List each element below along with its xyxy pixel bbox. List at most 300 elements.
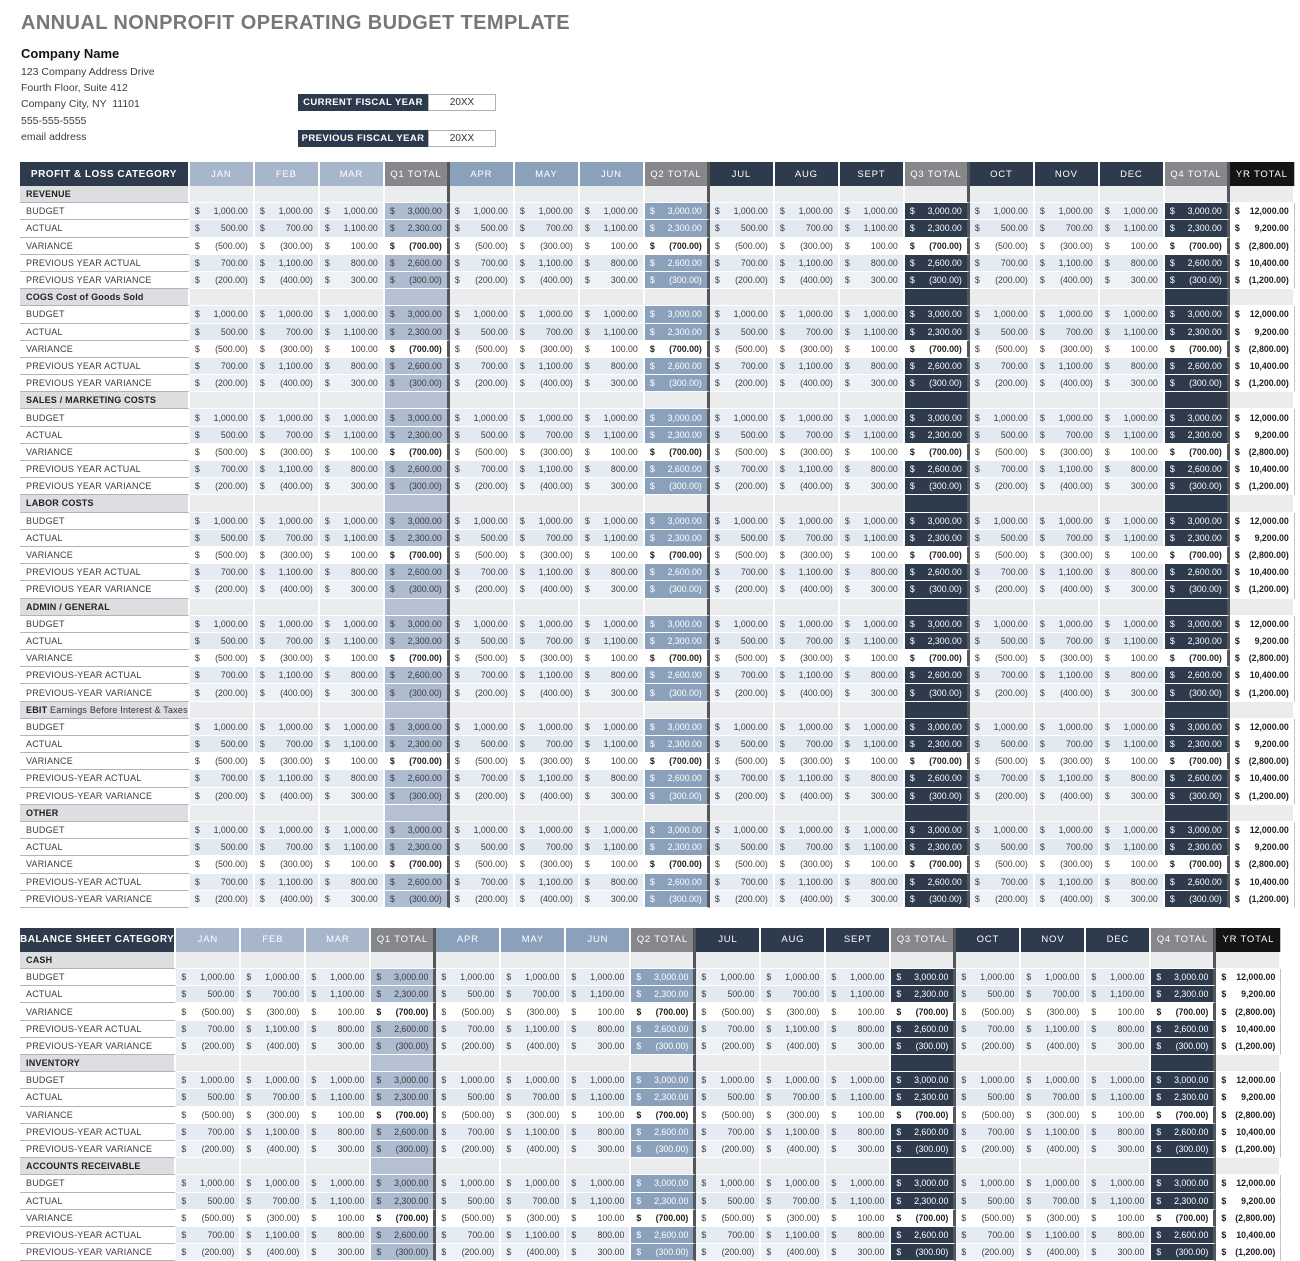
cell[interactable] bbox=[826, 1124, 891, 1141]
cell[interactable] bbox=[1216, 1107, 1281, 1124]
cell[interactable] bbox=[190, 341, 255, 358]
column-header[interactable]: YR TOTAL bbox=[1230, 162, 1295, 186]
cell[interactable] bbox=[515, 633, 580, 650]
cell[interactable] bbox=[1165, 702, 1230, 719]
cell[interactable] bbox=[501, 1072, 566, 1089]
cell[interactable] bbox=[566, 1227, 631, 1244]
cell[interactable] bbox=[710, 891, 775, 908]
cell[interactable] bbox=[970, 427, 1035, 444]
cell[interactable] bbox=[566, 969, 631, 986]
cell[interactable] bbox=[1035, 547, 1100, 564]
cell[interactable] bbox=[190, 788, 255, 805]
cell[interactable] bbox=[255, 392, 320, 409]
cell[interactable] bbox=[450, 719, 515, 736]
cell[interactable] bbox=[320, 719, 385, 736]
cell[interactable] bbox=[891, 1227, 956, 1244]
cell[interactable] bbox=[1165, 788, 1230, 805]
cell[interactable] bbox=[891, 1072, 956, 1089]
cell[interactable] bbox=[190, 770, 255, 787]
cell[interactable] bbox=[371, 1141, 436, 1158]
cell[interactable] bbox=[255, 547, 320, 564]
cell[interactable] bbox=[1165, 633, 1230, 650]
cell[interactable] bbox=[385, 341, 450, 358]
cell[interactable] bbox=[450, 633, 515, 650]
cell[interactable] bbox=[1100, 805, 1165, 822]
cell[interactable] bbox=[645, 306, 710, 323]
cell[interactable] bbox=[580, 891, 645, 908]
cell[interactable] bbox=[775, 444, 840, 461]
cell[interactable] bbox=[320, 616, 385, 633]
cell[interactable] bbox=[580, 770, 645, 787]
section-title-cell[interactable]: OTHER bbox=[20, 805, 190, 822]
cell[interactable] bbox=[450, 547, 515, 564]
cell[interactable] bbox=[761, 1210, 826, 1227]
cell[interactable] bbox=[1165, 375, 1230, 392]
cell[interactable] bbox=[1100, 650, 1165, 667]
cell[interactable] bbox=[306, 952, 371, 969]
column-header[interactable]: DEC bbox=[1100, 162, 1165, 186]
cell[interactable] bbox=[1035, 822, 1100, 839]
cell[interactable] bbox=[710, 581, 775, 598]
cell[interactable] bbox=[450, 220, 515, 237]
cell[interactable] bbox=[255, 427, 320, 444]
cell[interactable] bbox=[1035, 203, 1100, 220]
cell[interactable] bbox=[1100, 667, 1165, 684]
cell[interactable] bbox=[566, 1158, 631, 1175]
cell[interactable] bbox=[956, 1055, 1021, 1072]
cell[interactable] bbox=[176, 1244, 241, 1261]
cell[interactable] bbox=[970, 702, 1035, 719]
cell[interactable] bbox=[1100, 427, 1165, 444]
cell[interactable] bbox=[190, 238, 255, 255]
cell[interactable] bbox=[631, 1003, 696, 1020]
cell[interactable] bbox=[306, 1210, 371, 1227]
cell[interactable] bbox=[385, 203, 450, 220]
cell[interactable] bbox=[176, 1038, 241, 1055]
row-label-cell[interactable]: BUDGET bbox=[20, 616, 190, 633]
cell[interactable] bbox=[905, 667, 970, 684]
cell[interactable] bbox=[891, 1038, 956, 1055]
cell[interactable] bbox=[1165, 495, 1230, 512]
cell[interactable] bbox=[450, 375, 515, 392]
cell[interactable] bbox=[306, 1089, 371, 1106]
cell[interactable] bbox=[1100, 788, 1165, 805]
cell[interactable] bbox=[515, 822, 580, 839]
cell[interactable] bbox=[905, 805, 970, 822]
cell[interactable] bbox=[1035, 839, 1100, 856]
cell[interactable] bbox=[905, 599, 970, 616]
cell[interactable] bbox=[775, 530, 840, 547]
cell[interactable] bbox=[1216, 1158, 1281, 1175]
cell[interactable] bbox=[1230, 324, 1295, 341]
cell[interactable] bbox=[1165, 427, 1230, 444]
cell[interactable] bbox=[255, 891, 320, 908]
cell[interactable] bbox=[515, 616, 580, 633]
cell[interactable] bbox=[190, 358, 255, 375]
cell[interactable] bbox=[1035, 289, 1100, 306]
cell[interactable] bbox=[385, 650, 450, 667]
cell[interactable] bbox=[710, 633, 775, 650]
cell[interactable] bbox=[645, 702, 710, 719]
cell[interactable] bbox=[826, 1055, 891, 1072]
column-header[interactable]: FEB bbox=[255, 162, 320, 186]
cell[interactable] bbox=[450, 530, 515, 547]
cell[interactable] bbox=[696, 1141, 761, 1158]
cell[interactable] bbox=[190, 272, 255, 289]
cell[interactable] bbox=[580, 427, 645, 444]
row-label-cell[interactable]: PREVIOUS YEAR VARIANCE bbox=[20, 375, 190, 392]
cell[interactable] bbox=[1230, 289, 1295, 306]
cell[interactable] bbox=[450, 839, 515, 856]
cell[interactable] bbox=[450, 874, 515, 891]
cell[interactable] bbox=[631, 1193, 696, 1210]
cell[interactable] bbox=[840, 341, 905, 358]
cell[interactable] bbox=[190, 203, 255, 220]
cell[interactable] bbox=[515, 839, 580, 856]
cell[interactable] bbox=[450, 667, 515, 684]
cell[interactable] bbox=[320, 324, 385, 341]
row-label-cell[interactable]: VARIANCE bbox=[20, 444, 190, 461]
cell[interactable] bbox=[970, 444, 1035, 461]
cell[interactable] bbox=[970, 409, 1035, 426]
cell[interactable] bbox=[1165, 891, 1230, 908]
cell[interactable] bbox=[580, 753, 645, 770]
cell[interactable] bbox=[775, 461, 840, 478]
cell[interactable] bbox=[645, 513, 710, 530]
cell[interactable] bbox=[631, 1038, 696, 1055]
row-label-cell[interactable]: VARIANCE bbox=[20, 341, 190, 358]
cell[interactable] bbox=[320, 358, 385, 375]
cell[interactable] bbox=[1021, 1003, 1086, 1020]
cell[interactable] bbox=[710, 186, 775, 203]
cell[interactable] bbox=[1230, 547, 1295, 564]
cell[interactable] bbox=[1035, 220, 1100, 237]
row-label-cell[interactable]: PREVIOUS YEAR ACTUAL bbox=[20, 358, 190, 375]
cell[interactable] bbox=[970, 650, 1035, 667]
previous-fiscal-year-value[interactable]: 20XX bbox=[428, 130, 496, 147]
cell[interactable] bbox=[631, 1227, 696, 1244]
cell[interactable] bbox=[241, 1072, 306, 1089]
cell[interactable] bbox=[840, 324, 905, 341]
cell[interactable] bbox=[761, 1089, 826, 1106]
cell[interactable] bbox=[450, 238, 515, 255]
cell[interactable] bbox=[645, 736, 710, 753]
cell[interactable] bbox=[320, 186, 385, 203]
cell[interactable] bbox=[1035, 856, 1100, 873]
cell[interactable] bbox=[320, 220, 385, 237]
cell[interactable] bbox=[956, 1141, 1021, 1158]
cell[interactable] bbox=[190, 530, 255, 547]
cell[interactable] bbox=[905, 788, 970, 805]
cell[interactable] bbox=[580, 444, 645, 461]
row-label-cell[interactable]: PREVIOUS-YEAR ACTUAL bbox=[20, 874, 190, 891]
cell[interactable] bbox=[970, 392, 1035, 409]
cell[interactable] bbox=[255, 616, 320, 633]
cell[interactable] bbox=[320, 444, 385, 461]
cell[interactable] bbox=[385, 289, 450, 306]
cell[interactable] bbox=[255, 324, 320, 341]
cell[interactable] bbox=[775, 719, 840, 736]
cell[interactable] bbox=[515, 478, 580, 495]
cell[interactable] bbox=[631, 1175, 696, 1192]
cell[interactable] bbox=[631, 1021, 696, 1038]
cell[interactable] bbox=[710, 461, 775, 478]
cell[interactable] bbox=[450, 684, 515, 701]
cell[interactable] bbox=[645, 839, 710, 856]
cell[interactable] bbox=[1151, 1055, 1216, 1072]
cell[interactable] bbox=[645, 495, 710, 512]
cell[interactable] bbox=[710, 856, 775, 873]
cell[interactable] bbox=[1100, 599, 1165, 616]
cell[interactable] bbox=[385, 358, 450, 375]
cell[interactable] bbox=[436, 1141, 501, 1158]
cell[interactable] bbox=[1230, 392, 1295, 409]
cell[interactable] bbox=[1165, 358, 1230, 375]
cell[interactable] bbox=[1100, 856, 1165, 873]
cell[interactable] bbox=[255, 203, 320, 220]
cell[interactable] bbox=[515, 444, 580, 461]
cell[interactable] bbox=[1230, 255, 1295, 272]
cell[interactable] bbox=[580, 375, 645, 392]
cell[interactable] bbox=[385, 392, 450, 409]
cell[interactable] bbox=[1035, 461, 1100, 478]
cell[interactable] bbox=[436, 1089, 501, 1106]
cell[interactable] bbox=[1151, 1124, 1216, 1141]
row-label-cell[interactable]: VARIANCE bbox=[20, 856, 190, 873]
cell[interactable] bbox=[320, 392, 385, 409]
row-label-cell[interactable]: BUDGET bbox=[20, 306, 190, 323]
cell[interactable] bbox=[320, 805, 385, 822]
cell[interactable] bbox=[190, 856, 255, 873]
row-label-cell[interactable]: ACTUAL bbox=[20, 736, 190, 753]
cell[interactable] bbox=[1151, 1193, 1216, 1210]
cell[interactable] bbox=[566, 1244, 631, 1261]
cell[interactable] bbox=[956, 1193, 1021, 1210]
cell[interactable] bbox=[710, 513, 775, 530]
cell[interactable] bbox=[436, 1038, 501, 1055]
cell[interactable] bbox=[970, 238, 1035, 255]
cell[interactable] bbox=[710, 255, 775, 272]
cell[interactable] bbox=[1151, 1227, 1216, 1244]
cell[interactable] bbox=[1021, 1175, 1086, 1192]
cell[interactable] bbox=[580, 719, 645, 736]
cell[interactable] bbox=[501, 1038, 566, 1055]
cell[interactable] bbox=[826, 1141, 891, 1158]
cell[interactable] bbox=[696, 1158, 761, 1175]
cell[interactable] bbox=[1165, 306, 1230, 323]
cell[interactable] bbox=[905, 856, 970, 873]
cell[interactable] bbox=[775, 616, 840, 633]
cell[interactable] bbox=[1086, 1003, 1151, 1020]
cell[interactable] bbox=[1216, 1072, 1281, 1089]
cell[interactable] bbox=[1230, 358, 1295, 375]
row-label-cell[interactable]: VARIANCE bbox=[20, 1107, 176, 1124]
cell[interactable] bbox=[371, 1158, 436, 1175]
cell[interactable] bbox=[515, 324, 580, 341]
cell[interactable] bbox=[696, 986, 761, 1003]
cell[interactable] bbox=[970, 856, 1035, 873]
cell[interactable] bbox=[385, 530, 450, 547]
cell[interactable] bbox=[1035, 427, 1100, 444]
cell[interactable] bbox=[1086, 1210, 1151, 1227]
cell[interactable] bbox=[385, 564, 450, 581]
cell[interactable] bbox=[840, 358, 905, 375]
row-label-cell[interactable]: BUDGET bbox=[20, 969, 176, 986]
cell[interactable] bbox=[190, 306, 255, 323]
cell[interactable] bbox=[1230, 272, 1295, 289]
cell[interactable] bbox=[905, 684, 970, 701]
column-header[interactable]: Q2 TOTAL bbox=[645, 162, 710, 186]
cell[interactable] bbox=[1230, 616, 1295, 633]
cell[interactable] bbox=[1151, 1210, 1216, 1227]
cell[interactable] bbox=[775, 358, 840, 375]
cell[interactable] bbox=[385, 306, 450, 323]
cell[interactable] bbox=[255, 358, 320, 375]
cell[interactable] bbox=[320, 375, 385, 392]
cell[interactable] bbox=[696, 1072, 761, 1089]
cell[interactable] bbox=[515, 513, 580, 530]
cell[interactable] bbox=[710, 770, 775, 787]
row-label-cell[interactable]: ACTUAL bbox=[20, 633, 190, 650]
cell[interactable] bbox=[1230, 238, 1295, 255]
cell[interactable] bbox=[580, 633, 645, 650]
cell[interactable] bbox=[645, 186, 710, 203]
cell[interactable] bbox=[1021, 952, 1086, 969]
column-header[interactable]: SEPT bbox=[826, 928, 891, 952]
cell[interactable] bbox=[385, 478, 450, 495]
cell[interactable] bbox=[1165, 874, 1230, 891]
cell[interactable] bbox=[1151, 1089, 1216, 1106]
cell[interactable] bbox=[1165, 341, 1230, 358]
cell[interactable] bbox=[306, 986, 371, 1003]
cell[interactable] bbox=[891, 1210, 956, 1227]
cell[interactable] bbox=[255, 220, 320, 237]
cell[interactable] bbox=[371, 1210, 436, 1227]
cell[interactable] bbox=[645, 581, 710, 598]
cell[interactable] bbox=[190, 513, 255, 530]
cell[interactable] bbox=[710, 547, 775, 564]
cell[interactable] bbox=[580, 255, 645, 272]
cell[interactable] bbox=[840, 839, 905, 856]
cell[interactable] bbox=[190, 427, 255, 444]
cell[interactable] bbox=[385, 513, 450, 530]
cell[interactable] bbox=[176, 1141, 241, 1158]
cell[interactable] bbox=[645, 891, 710, 908]
column-header[interactable]: Q2 TOTAL bbox=[631, 928, 696, 952]
cell[interactable] bbox=[1165, 547, 1230, 564]
cell[interactable] bbox=[1100, 822, 1165, 839]
cell[interactable] bbox=[255, 650, 320, 667]
cell[interactable] bbox=[1100, 719, 1165, 736]
cell[interactable] bbox=[905, 341, 970, 358]
cell[interactable] bbox=[905, 324, 970, 341]
cell[interactable] bbox=[1086, 1089, 1151, 1106]
cell[interactable] bbox=[566, 1089, 631, 1106]
cell[interactable] bbox=[710, 324, 775, 341]
cell[interactable] bbox=[306, 1124, 371, 1141]
cell[interactable] bbox=[190, 633, 255, 650]
cell[interactable] bbox=[710, 341, 775, 358]
cell[interactable] bbox=[1021, 1193, 1086, 1210]
cell[interactable] bbox=[580, 599, 645, 616]
cell[interactable] bbox=[645, 444, 710, 461]
cell[interactable] bbox=[580, 616, 645, 633]
cell[interactable] bbox=[840, 461, 905, 478]
cell[interactable] bbox=[190, 392, 255, 409]
cell[interactable] bbox=[436, 986, 501, 1003]
cell[interactable] bbox=[840, 684, 905, 701]
cell[interactable] bbox=[436, 1107, 501, 1124]
row-label-cell[interactable]: PREVIOUS-YEAR VARIANCE bbox=[20, 891, 190, 908]
cell[interactable] bbox=[710, 753, 775, 770]
cell[interactable] bbox=[631, 969, 696, 986]
cell[interactable] bbox=[385, 702, 450, 719]
row-label-cell[interactable]: ACTUAL bbox=[20, 324, 190, 341]
cell[interactable] bbox=[1100, 238, 1165, 255]
row-label-cell[interactable]: ACTUAL bbox=[20, 220, 190, 237]
cell[interactable] bbox=[580, 203, 645, 220]
cell[interactable] bbox=[645, 530, 710, 547]
cell[interactable] bbox=[775, 581, 840, 598]
cell[interactable] bbox=[840, 186, 905, 203]
cell[interactable] bbox=[775, 805, 840, 822]
cell[interactable] bbox=[970, 684, 1035, 701]
cell[interactable] bbox=[1021, 1021, 1086, 1038]
cell[interactable] bbox=[1165, 203, 1230, 220]
row-label-cell[interactable]: VARIANCE bbox=[20, 1210, 176, 1227]
cell[interactable] bbox=[645, 375, 710, 392]
cell[interactable] bbox=[826, 1003, 891, 1020]
cell[interactable] bbox=[371, 1193, 436, 1210]
cell[interactable] bbox=[710, 238, 775, 255]
cell[interactable] bbox=[970, 272, 1035, 289]
cell[interactable] bbox=[1100, 633, 1165, 650]
cell[interactable] bbox=[241, 1107, 306, 1124]
cell[interactable] bbox=[645, 599, 710, 616]
cell[interactable] bbox=[176, 969, 241, 986]
cell[interactable] bbox=[1100, 753, 1165, 770]
cell[interactable] bbox=[710, 530, 775, 547]
cell[interactable] bbox=[176, 1072, 241, 1089]
cell[interactable] bbox=[905, 255, 970, 272]
cell[interactable] bbox=[1230, 753, 1295, 770]
cell[interactable] bbox=[1021, 1072, 1086, 1089]
cell[interactable] bbox=[905, 839, 970, 856]
cell[interactable] bbox=[710, 667, 775, 684]
cell[interactable] bbox=[1100, 461, 1165, 478]
cell[interactable] bbox=[190, 564, 255, 581]
cell[interactable] bbox=[1165, 856, 1230, 873]
row-label-cell[interactable]: PREVIOUS-YEAR VARIANCE bbox=[20, 788, 190, 805]
cell[interactable] bbox=[255, 289, 320, 306]
cell[interactable] bbox=[1021, 1038, 1086, 1055]
cell[interactable] bbox=[1165, 822, 1230, 839]
row-label-cell[interactable]: ACTUAL bbox=[20, 986, 176, 1003]
cell[interactable] bbox=[970, 375, 1035, 392]
cell[interactable] bbox=[320, 289, 385, 306]
cell[interactable] bbox=[891, 1089, 956, 1106]
cell[interactable] bbox=[320, 667, 385, 684]
cell[interactable] bbox=[1021, 1107, 1086, 1124]
cell[interactable] bbox=[515, 856, 580, 873]
row-label-cell[interactable]: BUDGET bbox=[20, 822, 190, 839]
cell[interactable] bbox=[1165, 409, 1230, 426]
cell[interactable] bbox=[645, 719, 710, 736]
cell[interactable] bbox=[306, 1107, 371, 1124]
cell[interactable] bbox=[631, 952, 696, 969]
cell[interactable] bbox=[775, 702, 840, 719]
cell[interactable] bbox=[1165, 667, 1230, 684]
